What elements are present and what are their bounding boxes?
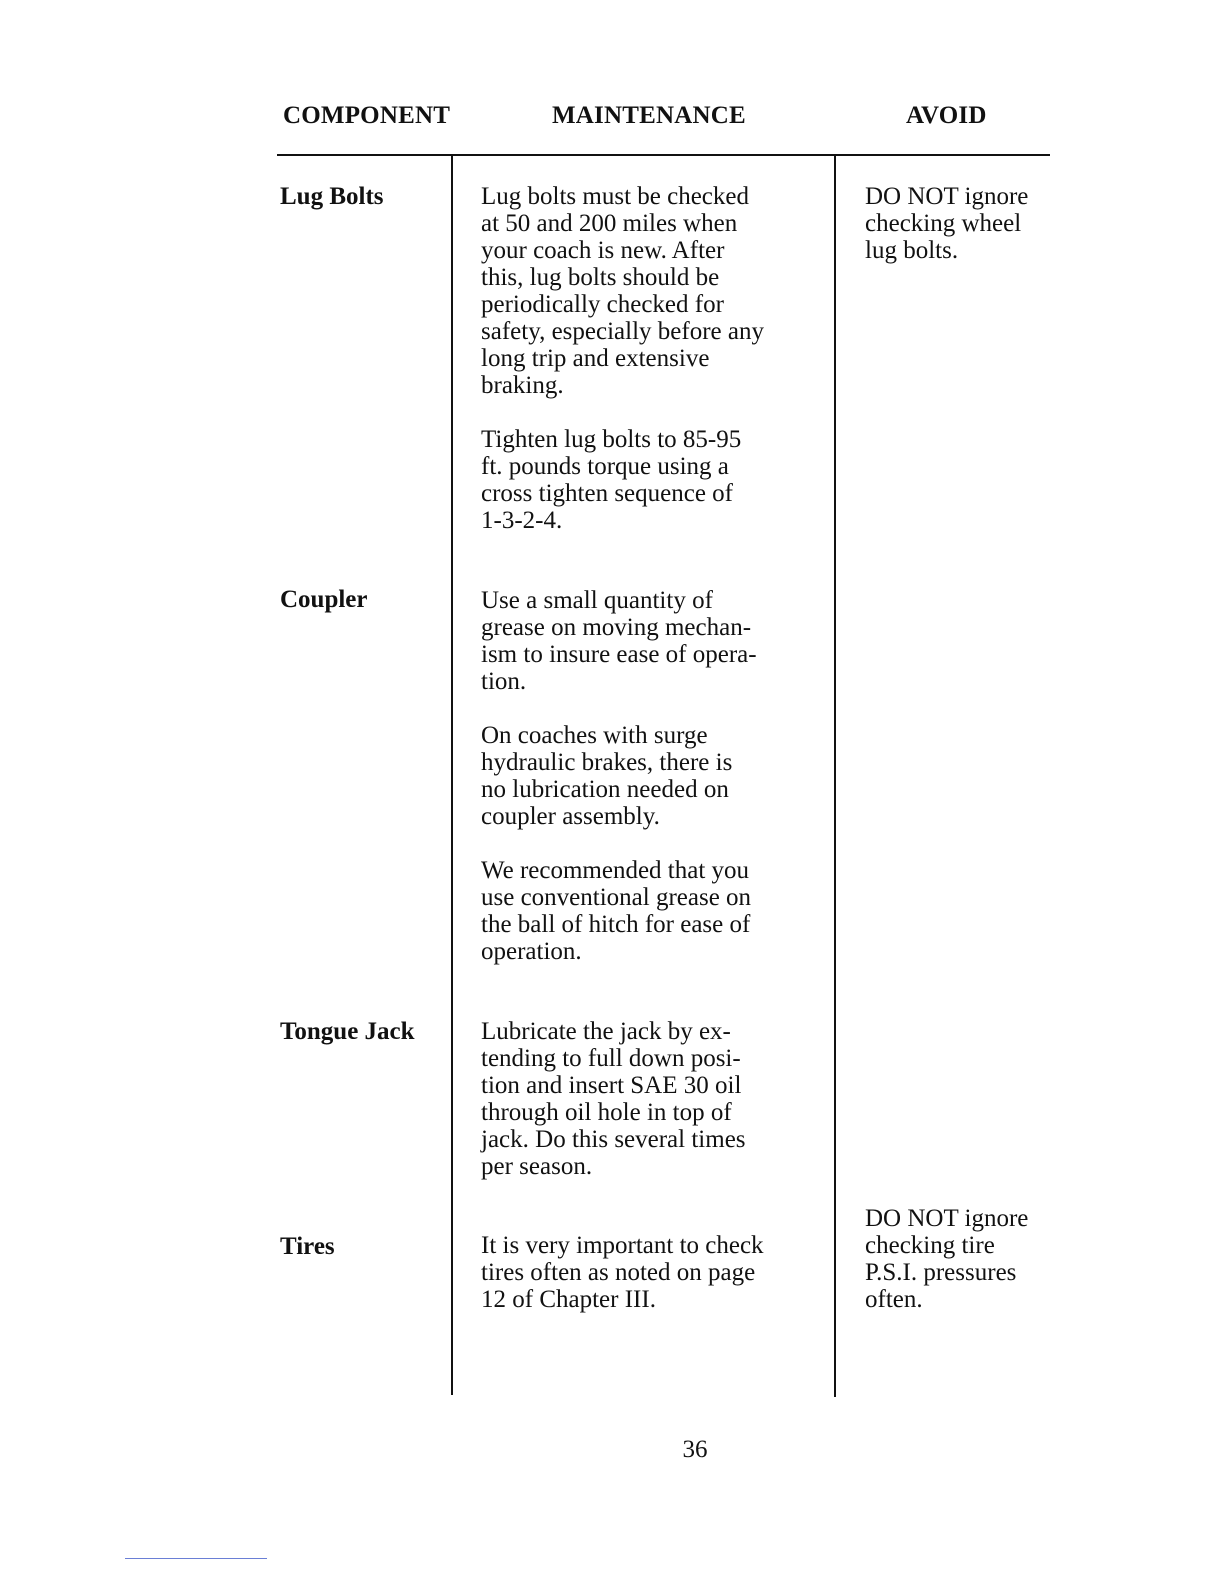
maintenance-coupler-3: We recommended that you use conventional grease on the ball of hitch for ease of operation. xyxy=(481,857,752,965)
component-lug-bolts: Lug Bolts xyxy=(280,183,384,210)
component-tongue-jack: Tongue Jack xyxy=(280,1018,415,1045)
maintenance-tongue-jack: Lubricate the jack by ex- tending to full down posi- tion and insert SAE 30 oil through oil hole in top of jack. Do this several times per season. xyxy=(481,1018,746,1180)
page-number: 36 xyxy=(682,1436,708,1463)
maintenance-tires: It is very important to check tires often as noted on page 12 of Chapter III. xyxy=(481,1232,764,1313)
header-component: COMPONENT xyxy=(283,102,451,129)
header-maintenance: MAINTENANCE xyxy=(552,102,746,129)
header-avoid: AVOID xyxy=(906,102,987,129)
maintenance-lug-bolts-2: Tighten lug bolts to 85-95 ft. pounds torque using a cross tighten sequence of 1-3-2-4. xyxy=(481,426,742,534)
component-coupler: Coupler xyxy=(280,586,368,613)
scan-mark xyxy=(125,1558,267,1559)
component-tires: Tires xyxy=(280,1233,335,1260)
avoid-lug-bolts: DO NOT ignore checking wheel lug bolts. xyxy=(865,183,1029,264)
column-divider-left xyxy=(451,154,453,1395)
column-divider-right xyxy=(834,154,836,1397)
maintenance-coupler-2: On coaches with surge hydraulic brakes, there is no lubrication needed on coupler assembly. xyxy=(481,722,733,830)
maintenance-coupler-1: Use a small quantity of grease on moving mechan- ism to insure ease of opera- tion. xyxy=(481,587,757,695)
maintenance-lug-bolts-1: Lug bolts must be checked at 50 and 200 miles when your coach is new. After this, lug bolts should be periodically checked for safety, especially before any long trip and extensive braking. xyxy=(481,183,764,399)
avoid-tires: DO NOT ignore checking tire P.S.I. pressures often. xyxy=(865,1205,1029,1313)
header-rule xyxy=(277,154,1050,156)
